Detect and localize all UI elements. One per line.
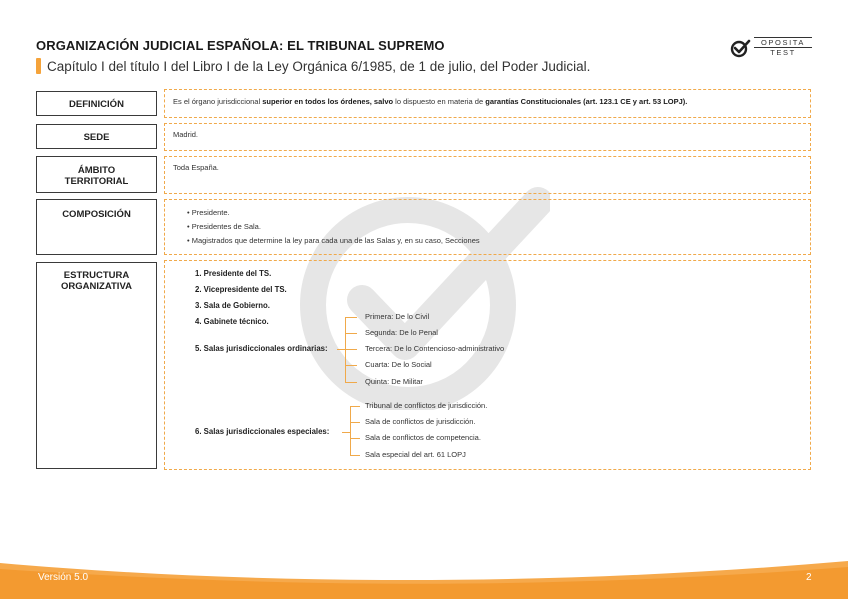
ambito-label-line1: ÁMBITO	[77, 165, 116, 176]
bracket-tick	[345, 317, 357, 318]
composicion-list	[187, 208, 810, 245]
ambito-label-line2: TERRITORIAL	[64, 176, 129, 187]
ordinaria-item: Cuarta: De lo Social	[365, 360, 432, 369]
bracket-connector	[337, 349, 345, 350]
estructura-item-1: 1. Presidente del TS.	[195, 269, 272, 278]
definicion-text-d: garantías Constitucionales (art. 123.1 CE y art. 53 LOPJ).	[485, 97, 688, 106]
cell-sede: Madrid.	[164, 123, 811, 151]
list-item: • Magistrados que determine la ley para cada una de las Salas y, en su caso, Secciones	[187, 236, 480, 245]
estructura-item-6: 6. Salas jurisdiccionales especiales:	[195, 427, 330, 436]
list-item: • Presidentes de Sala.	[187, 222, 261, 231]
cell-composicion	[164, 199, 811, 255]
especial-item: Sala de conflictos de jurisdicción.	[365, 417, 476, 426]
bracket-tick	[350, 438, 360, 439]
estructura-item-3: 3. Sala de Gobierno.	[195, 301, 270, 310]
label-ambito	[36, 156, 157, 193]
definicion-text-c: lo dispuesto en materia de	[393, 97, 486, 106]
logo-line1: OPOSITA	[754, 37, 812, 48]
label-composicion: COMPOSICIÓN	[36, 199, 157, 255]
bracket-tick	[350, 406, 360, 407]
page-title: ORGANIZACIÓN JUDICIAL ESPAÑOLA: EL TRIBUNAL SUPREMO	[36, 38, 445, 53]
estructura-label-line2: ORGANIZATIVA	[61, 281, 132, 292]
bracket-tick	[345, 365, 357, 366]
bracket-tick	[345, 382, 357, 383]
footer-version: Versión 5.0	[38, 572, 89, 583]
bracket-tick	[350, 455, 360, 456]
cell-definicion	[164, 89, 811, 118]
logo-line2: TEST	[770, 48, 796, 57]
ordinaria-item: Tercera: De lo Contencioso-administrativo	[365, 344, 505, 353]
bracket-connector	[342, 432, 350, 433]
estructura-item-4: 4. Gabinete técnico.	[195, 317, 269, 326]
especial-item: Tribunal de conflictos de jurisdicción.	[365, 401, 488, 410]
ordinaria-item: Segunda: De lo Penal	[365, 328, 438, 337]
definicion-text-a: Es el órgano jurisdiccional	[173, 97, 263, 106]
estructura-item-5: 5. Salas jurisdiccionales ordinarias:	[195, 344, 328, 353]
especial-item: Sala de conflictos de competencia.	[365, 433, 481, 442]
label-definicion: DEFINICIÓN	[36, 91, 157, 116]
footer-page-number: 2	[806, 572, 812, 583]
cell-estructura	[164, 260, 811, 470]
bracket-tick	[350, 422, 360, 423]
bracket-vertical	[345, 317, 346, 383]
list-item: • Presidente.	[187, 208, 230, 217]
bracket-vertical	[350, 406, 351, 456]
especial-item: Sala especial del art. 61 LOPJ	[365, 450, 466, 459]
estructura-label-line1: ESTRUCTURA	[63, 270, 130, 281]
cell-ambito: Toda España.	[164, 156, 811, 194]
footer-wave	[0, 555, 848, 599]
label-sede: SEDE	[36, 124, 157, 149]
estructura-item-2: 2. Vicepresidente del TS.	[195, 285, 287, 294]
label-estructura	[36, 262, 157, 469]
ordinaria-item: Primera: De lo Civil	[365, 312, 430, 321]
definicion-text-b: superior en todos los órdenes, salvo	[262, 97, 394, 106]
bracket-tick	[345, 333, 357, 334]
logo-text	[754, 37, 812, 57]
page-subtitle: Capítulo I del título I del Libro I de la Ley Orgánica 6/1985, de 1 de julio, del Poder Judicial.	[47, 59, 591, 74]
bracket-tick	[345, 349, 357, 350]
subtitle-accent-bar	[36, 58, 41, 74]
ordinaria-item: Quinta: De Militar	[365, 377, 423, 386]
